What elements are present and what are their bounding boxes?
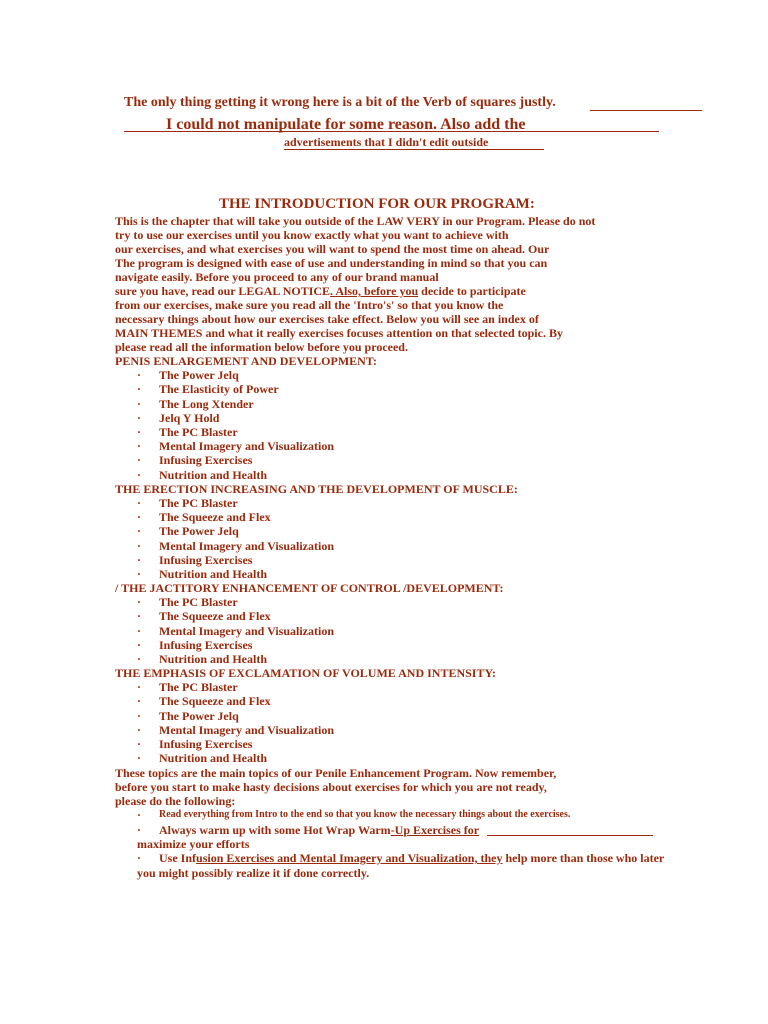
closing-line: These topics are the main topics of our Penile Enhancement Program. Now remember, bbox=[115, 766, 557, 780]
header-line-3: advertisements that I didn't edit outside bbox=[284, 135, 489, 149]
bullet: · bbox=[137, 496, 142, 510]
closing-underlined-text: usion Exercises and Mental Imagery and Visualization, they bbox=[196, 851, 503, 865]
bullet: · bbox=[137, 624, 142, 638]
intro-underlined-text: . Also, before you bbox=[330, 284, 419, 298]
bullet: · bbox=[137, 823, 142, 837]
header-line-2: I could not manipulate for some reason. Also add the bbox=[166, 116, 526, 133]
bullet: · bbox=[137, 567, 142, 581]
bullet: · bbox=[137, 411, 142, 425]
bullet: · bbox=[137, 468, 142, 482]
list-item: The Power Jelq bbox=[159, 368, 239, 382]
bullet: · bbox=[137, 851, 142, 865]
list-item: The PC Blaster bbox=[159, 595, 238, 609]
intro-text: decide to participate bbox=[418, 284, 526, 298]
closing-bullet-2-cont: maximize your efforts bbox=[137, 837, 250, 851]
list-item: The Power Jelq bbox=[159, 709, 239, 723]
section-heading: / THE JACTITORY ENHANCEMENT OF CONTROL /DEVELOPMENT: bbox=[115, 581, 504, 595]
bullet: · bbox=[137, 609, 142, 623]
list-item: Nutrition and Health bbox=[159, 567, 268, 581]
list-item: The Squeeze and Flex bbox=[159, 510, 271, 524]
bullet: · bbox=[137, 808, 142, 822]
closing-bullet-3-cont: you might possibly realize it if done correctly. bbox=[137, 866, 370, 880]
closing-bullet-1: Read everything from Intro to the end so that you know the necessary things about the exercises. bbox=[159, 809, 571, 820]
bullet: · bbox=[137, 709, 142, 723]
bullet: · bbox=[137, 539, 142, 553]
bullet: · bbox=[137, 595, 142, 609]
intro-line: navigate easily. Before you proceed to any of our brand manual bbox=[115, 270, 439, 284]
intro-line: The program is designed with ease of use and understanding in mind so that you can bbox=[115, 256, 548, 270]
list-item: The Squeeze and Flex bbox=[159, 694, 271, 708]
list-item: The Power Jelq bbox=[159, 524, 239, 538]
list-item: Nutrition and Health bbox=[159, 468, 268, 482]
page-title: THE INTRODUCTION FOR OUR PROGRAM: bbox=[219, 196, 535, 212]
bullet: · bbox=[137, 680, 142, 694]
header-line-2-rule bbox=[124, 131, 659, 132]
section-heading: PENIS ENLARGEMENT AND DEVELOPMENT: bbox=[115, 354, 377, 368]
list-item: Infusing Exercises bbox=[159, 638, 253, 652]
intro-line: from our exercises, make sure you read all the 'Intro's' so that you know the bbox=[115, 298, 504, 312]
bullet: · bbox=[137, 723, 142, 737]
closing-text: help more than those who later bbox=[502, 851, 665, 865]
intro-line: our exercises, and what exercises you will want to spend the most time on ahead. Our bbox=[115, 242, 550, 256]
bullet: · bbox=[137, 397, 142, 411]
bullet: · bbox=[137, 638, 142, 652]
closing-text: Always warm up with some Hot Wrap Warm bbox=[159, 823, 391, 837]
bullet: · bbox=[137, 510, 142, 524]
closing-bullet-2 bbox=[159, 823, 479, 837]
list-item: The PC Blaster bbox=[159, 425, 238, 439]
bullet: · bbox=[137, 652, 142, 666]
list-item: Infusing Exercises bbox=[159, 553, 253, 567]
list-item: Mental Imagery and Visualization bbox=[159, 624, 335, 638]
header-line-3-rule bbox=[284, 149, 544, 150]
list-item: Mental Imagery and Visualization bbox=[159, 539, 335, 553]
bullet: · bbox=[137, 439, 142, 453]
intro-line: try to use our exercises until you know exactly what you want to achieve with bbox=[115, 228, 509, 242]
list-item: The PC Blaster bbox=[159, 680, 238, 694]
list-item: Mental Imagery and Visualization bbox=[159, 439, 335, 453]
bullet: · bbox=[137, 751, 142, 765]
bullet: · bbox=[137, 453, 142, 467]
bullet: · bbox=[137, 694, 142, 708]
closing-bullet-2-rule bbox=[487, 835, 653, 836]
intro-text: sure you have, read our LEGAL NOTICE bbox=[115, 284, 331, 298]
section-heading: THE ERECTION INCREASING AND THE DEVELOPMENT OF MUSCLE: bbox=[115, 482, 518, 496]
bullet: · bbox=[137, 368, 142, 382]
closing-line: please do the following: bbox=[115, 794, 236, 808]
list-item: Infusing Exercises bbox=[159, 453, 253, 467]
list-item: Mental Imagery and Visualization bbox=[159, 723, 335, 737]
intro-line bbox=[115, 284, 526, 298]
bullet: · bbox=[137, 553, 142, 567]
bullet: · bbox=[137, 524, 142, 538]
intro-line: MAIN THEMES and what it really exercises focuses attention on that selected topic. By bbox=[115, 326, 563, 340]
list-item: The Squeeze and Flex bbox=[159, 609, 271, 623]
list-item: Jelq Y Hold bbox=[159, 411, 220, 425]
list-item: The Elasticity of Power bbox=[159, 382, 279, 396]
intro-line: This is the chapter that will take you outside of the LAW VERY in our Program. Please do not bbox=[115, 214, 596, 228]
list-item: Nutrition and Health bbox=[159, 751, 268, 765]
list-item: The PC Blaster bbox=[159, 496, 238, 510]
closing-bullet-3 bbox=[159, 851, 664, 865]
bullet: · bbox=[137, 425, 142, 439]
list-item: The Long Xtender bbox=[159, 397, 254, 411]
bullet: · bbox=[137, 737, 142, 751]
list-item: Infusing Exercises bbox=[159, 737, 253, 751]
closing-line: before you start to make hasty decisions about exercises for which you are not ready, bbox=[115, 780, 547, 794]
header-line-1: The only thing getting it wrong here is a bit of the Verb of squares justly. bbox=[124, 95, 556, 110]
section-heading: THE EMPHASIS OF EXCLAMATION OF VOLUME AND INTENSITY: bbox=[115, 666, 497, 680]
closing-underlined-text: -Up Exercises for bbox=[390, 823, 480, 837]
intro-line: necessary things about how our exercises take effect. Below you will see an index of bbox=[115, 312, 539, 326]
list-item: Nutrition and Health bbox=[159, 652, 268, 666]
intro-line: please read all the information below before you proceed. bbox=[115, 340, 408, 354]
bullet: · bbox=[137, 382, 142, 396]
header-line-1-rule bbox=[590, 110, 702, 111]
closing-text: Use Inf bbox=[159, 851, 197, 865]
